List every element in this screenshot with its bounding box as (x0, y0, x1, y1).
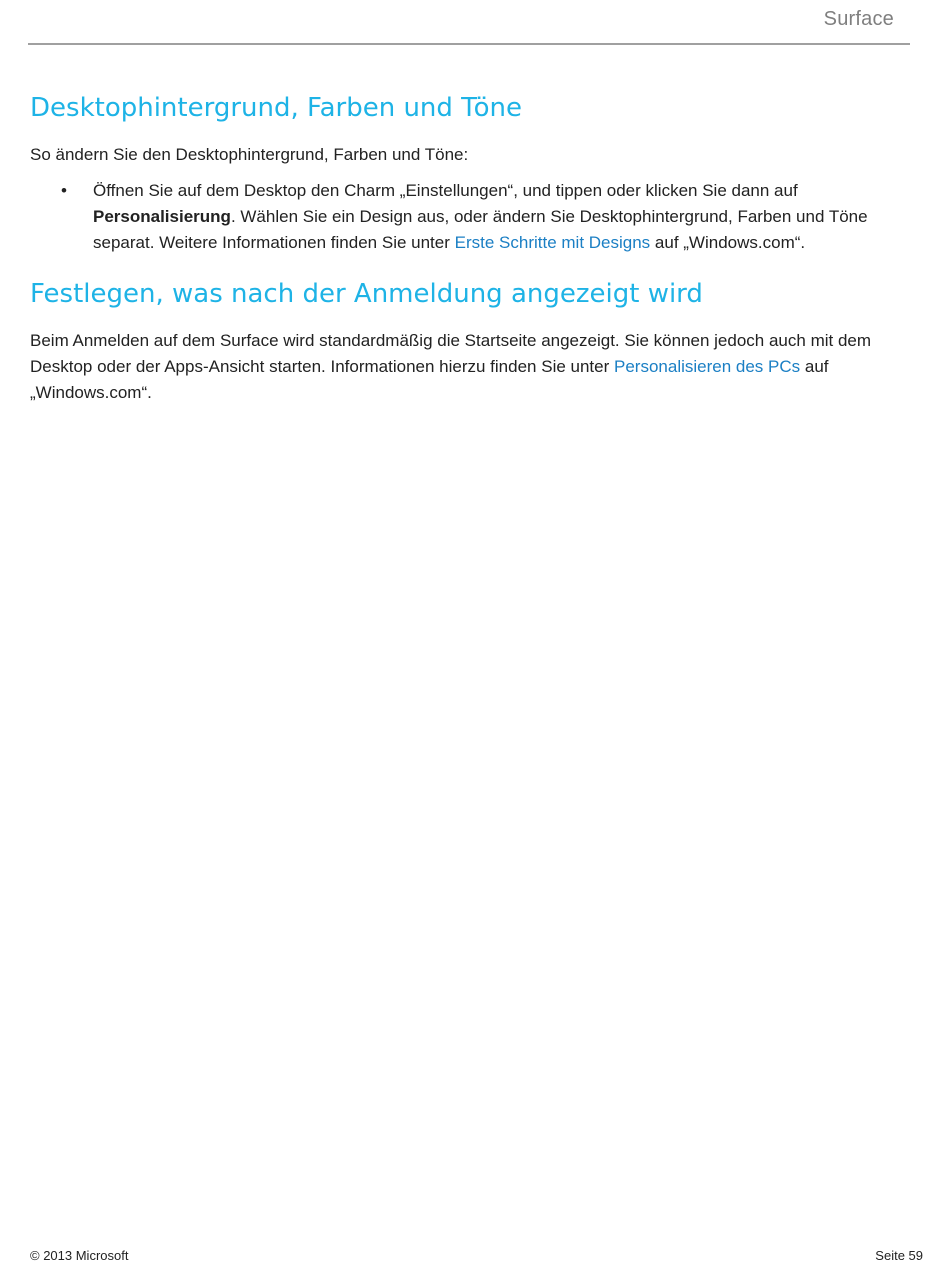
link-designs[interactable]: Erste Schritte mit Designs (454, 232, 651, 252)
section-intro: So ändern Sie den Desktophintergrund, Farben und Töne: (30, 144, 469, 164)
section-heading-desktop-background: Desktophintergrund, Farben und Töne (30, 93, 523, 123)
footer-copyright: © 2013 Microsoft (30, 1248, 129, 1263)
header-divider (28, 43, 910, 45)
bullet-bold-term: Personalisierung (93, 206, 231, 226)
section-paragraph (30, 328, 910, 406)
paragraph-text-start: Beim Anmelden auf dem Surface wird standardmäßig die Startseite angezeigt. Sie können jedoch auch mit dem Desktop oder der Apps-Ansicht starten. Informationen hierzu finden Sie unter (30, 330, 872, 376)
bullet-list (30, 178, 910, 256)
footer-page-number: Seite 59 (875, 1248, 923, 1263)
bullet-text-start: Öffnen Sie auf dem Desktop den Charm „Einstellungen“, und tippen oder klicken Sie dann auf (93, 180, 798, 200)
section-heading-login: Festlegen, was nach der Anmeldung angezeigt wird (30, 278, 703, 309)
bullet-text-end: auf „Windows.com“. (650, 232, 806, 252)
bullet-text-middle: . Wählen Sie ein Design aus, oder ändern Sie Desktophintergrund, Farben und Töne separat. Weitere Informationen finden Sie unter (93, 206, 868, 252)
paragraph-text-end: auf „Windows.com“. (30, 356, 829, 402)
bullet-marker: • (61, 180, 67, 200)
header-brand: Surface (823, 8, 894, 30)
link-personalize-pc[interactable]: Personalisieren des PCs (614, 356, 801, 376)
list-item (30, 178, 910, 256)
page-content (30, 92, 910, 406)
